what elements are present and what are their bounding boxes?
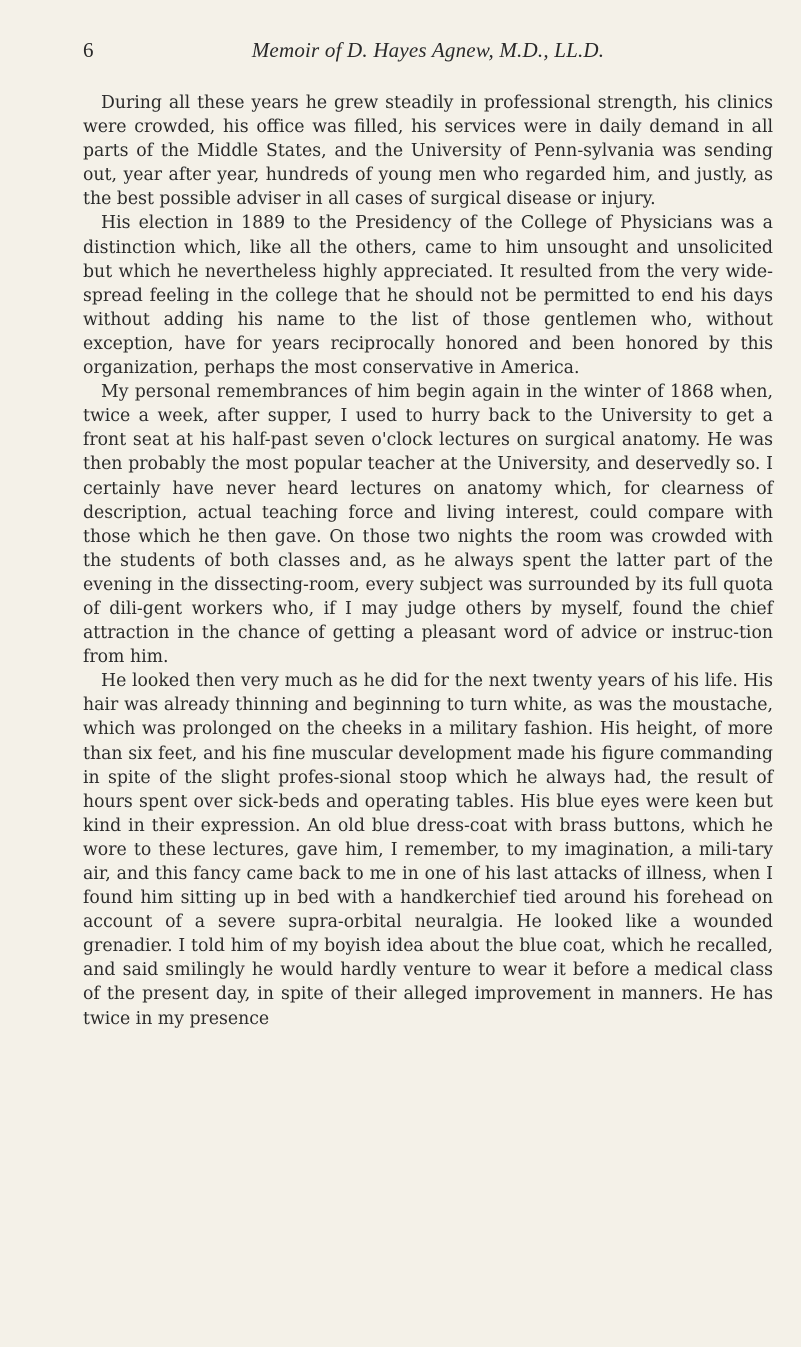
paragraph: My personal remembrances of him begin again in the winter of 1868 when, twice a week, after supper, I used to hurry back to the University to get a front seat at his half-past seven o'clock lectures on surgical anatomy. He was then probably the most popular teacher at the University, and deservedly so. I certainly have never heard lectures on anatomy which, for clearness of description, actual teaching force and living interest, could compare with those which he then gave. On those two nights the room was crowded with the students of both classes and, as he always spent the latter part of the evening in the dissecting-room, every subject was surrounded by its full quota of dili-gent workers who, if I may judge others by myself, found the chief attraction in the chance of getting a pleasant word of advice or instruc-tion from him. — [83, 382, 773, 668]
running-title: Memoir of D. Hayes Agnew, M.D., LL.D. — [251, 38, 605, 62]
body-text — [83, 91, 773, 1031]
paragraph: His election in 1889 to the Presidency of the College of Physicians was a distinction which, like all the others, came to him unsought and unsolicited but which he nevertheless highly appreciated. It resulted from the very wide-spread feeling in the college that he should not be permitted to end his days without adding his name to the list of those gentlemen who, without exception, have for years reciprocally honored and been honored by this organization, perhaps the most conservative in America. — [83, 213, 773, 379]
page-header — [83, 38, 773, 68]
page-number: 6 — [83, 38, 94, 62]
paragraph: During all these years he grew steadily in professional strength, his clinics were crowded, his office was filled, his services were in daily demand in all parts of the Middle States, and the University of Penn-sylvania was sending out, year after year, hundreds of young men who regarded him, and justly, as the best possible adviser in all cases of surgical disease or injury. — [83, 93, 773, 210]
paragraph: He looked then very much as he did for the next twenty years of his life. His hair was already thinning and beginning to turn white, as was the moustache, which was prolonged on the cheeks in a military fashion. His height, of more than six feet, and his fine muscular development made his figure commanding in spite of the slight profes-sional stoop which he always had, the result of hours spent over sick-beds and operating tables. His blue eyes were keen but kind in their expression. An old blue dress-coat with brass buttons, which he wore to these lectures, gave him, I remember, to my imagination, a mili-tary air, and this fancy came back to me in one of his last attacks of illness, when I found him sitting up in bed with a handkerchief tied around his forehead on account of a severe supra-orbital neuralgia. He looked like a wounded grenadier. I told him of my boyish idea about the blue coat, which he recalled, and said smilingly he would hardly venture to wear it before a medical class of the present day, in spite of their alleged improvement in manners. He has twice in my presence — [83, 671, 773, 1029]
